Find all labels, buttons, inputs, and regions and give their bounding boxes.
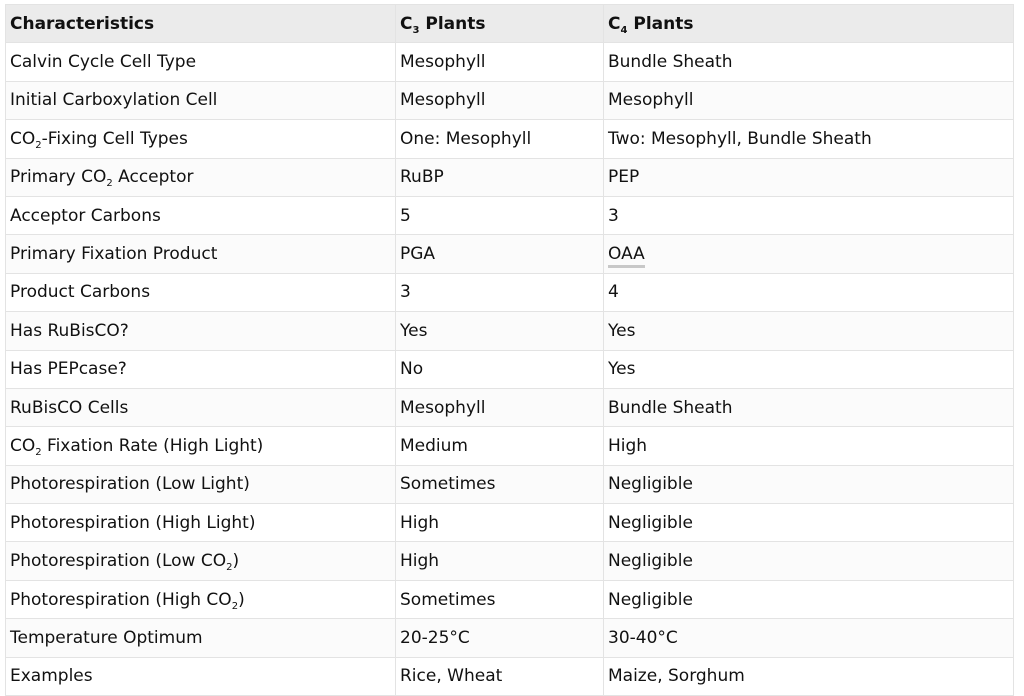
table-row [6,350,1014,388]
c3-value: 20-25°C [396,619,604,657]
header-row [6,5,1014,43]
c3-value: High [396,504,604,542]
c4-value: Negligible [604,542,1014,580]
row-label: Photorespiration (High Light) [6,504,396,542]
c4-value: PEP [604,158,1014,196]
row-label: Initial Carboxylation Cell [6,81,396,119]
c3-value: Mesophyll [396,81,604,119]
c4-value: Bundle Sheath [604,43,1014,81]
row-label: Temperature Optimum [6,619,396,657]
c3-value: RuBP [396,158,604,196]
c3-value: Mesophyll [396,388,604,426]
c4-value: Yes [604,312,1014,350]
row-label: Primary Fixation Product [6,235,396,273]
c3-value: No [396,350,604,388]
row-label: Has PEPcase? [6,350,396,388]
c3-value: High [396,542,604,580]
c3-value: 5 [396,196,604,234]
row-label: Examples [6,657,396,695]
c4-value: Bundle Sheath [604,388,1014,426]
c3-c4-comparison-table [5,4,1014,696]
row-label: $CO_2$-Fixing Cell Types [6,120,396,158]
c4-value: Yes [604,350,1014,388]
table-row [6,235,1014,273]
underlined-term: OAA [608,244,645,268]
table-row [6,196,1014,234]
table-header [6,5,1014,43]
table-row [6,312,1014,350]
c3-value: One: Mesophyll [396,120,604,158]
table-row [6,81,1014,119]
row-label: Photorespiration (Low Light) [6,465,396,503]
row-label: Product Carbons [6,273,396,311]
table-row [6,43,1014,81]
table-row [6,465,1014,503]
c4-value [604,235,1014,273]
row-label: Acceptor Carbons [6,196,396,234]
c3-value: 3 [396,273,604,311]
c4-value: 3 [604,196,1014,234]
header-c4-plants: $C_4$ Plants [604,5,1014,43]
c4-value: Two: Mesophyll, Bundle Sheath [604,120,1014,158]
table-row [6,158,1014,196]
c3-value: Yes [396,312,604,350]
c3-value: Sometimes [396,465,604,503]
table-row [6,120,1014,158]
table-row [6,504,1014,542]
table-row [6,619,1014,657]
c4-value: 4 [604,273,1014,311]
table-row [6,273,1014,311]
c4-value: Negligible [604,580,1014,618]
c3-value: Mesophyll [396,43,604,81]
row-label: Primary $CO_2$ Acceptor [6,158,396,196]
row-label: Photorespiration (High $CO_2$) [6,580,396,618]
row-label: $CO_2$ Fixation Rate (High Light) [6,427,396,465]
c3-value: Sometimes [396,580,604,618]
table-row [6,427,1014,465]
table-row [6,657,1014,695]
c4-value: Mesophyll [604,81,1014,119]
row-label: RuBisCO Cells [6,388,396,426]
header-characteristics: Characteristics [6,5,396,43]
table-body [6,43,1014,696]
c3-value: Medium [396,427,604,465]
row-label: Photorespiration (Low $CO_2$) [6,542,396,580]
c3-value: PGA [396,235,604,273]
table-row [6,580,1014,618]
c4-value: Maize, Sorghum [604,657,1014,695]
header-c3-plants: $C_3$ Plants [396,5,604,43]
c4-value: Negligible [604,465,1014,503]
row-label: Calvin Cycle Cell Type [6,43,396,81]
row-label: Has RuBisCO? [6,312,396,350]
c4-value: Negligible [604,504,1014,542]
table-row [6,542,1014,580]
table-row [6,388,1014,426]
c3-value: Rice, Wheat [396,657,604,695]
c4-value: High [604,427,1014,465]
c4-value: 30-40°C [604,619,1014,657]
